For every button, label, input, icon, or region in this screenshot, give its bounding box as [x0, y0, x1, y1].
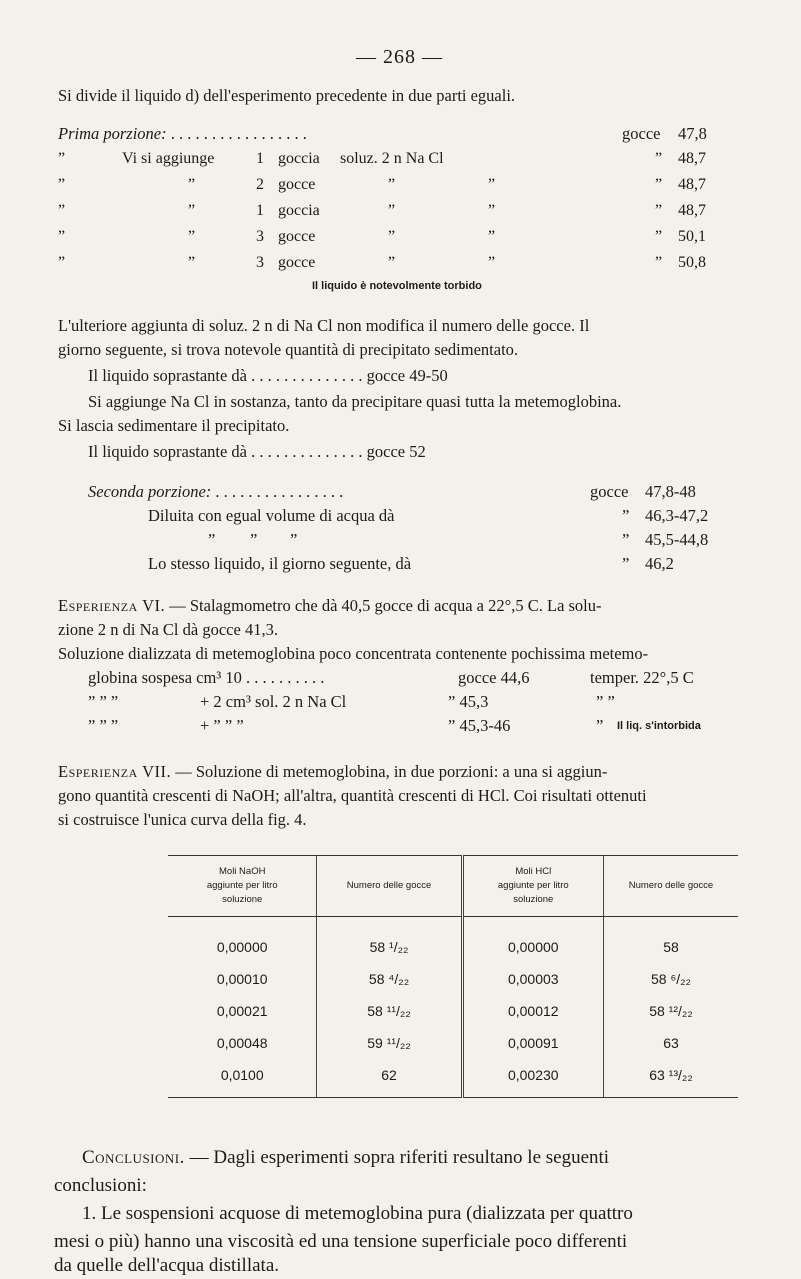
ditto-mark: ” — [388, 176, 396, 193]
prima-row-unit: gocce — [278, 254, 316, 271]
esp6-text1: — Stalagmometro che dà 40,5 gocce di acqua a 22°,5 C. La solu- — [169, 596, 602, 615]
ditto-mark: ” — [488, 202, 496, 219]
ditto-mark: ” — [655, 176, 663, 193]
prima-row-count: 2 — [256, 176, 264, 193]
data-table — [168, 855, 738, 1098]
prima-row-value: 48,7 — [678, 150, 706, 167]
prima-row-text: Vi si aggiunge — [122, 150, 215, 167]
conclusioni-line2: conclusioni: — [54, 1175, 147, 1196]
table-cell: 58 — [603, 917, 738, 964]
ditto-mark: ” — [655, 202, 663, 219]
esp6-row1-a: globina sospesa cm³ 10 . . . . . . . . . . — [88, 668, 325, 687]
ditto-mark: ” — [58, 254, 66, 271]
header-moli-naoh — [168, 856, 317, 917]
seconda-line3: Lo stesso liquido, il giorno seguente, dà — [148, 554, 412, 573]
seconda-v1: 46,3-47,2 — [645, 506, 709, 525]
seconda-porzione-dots: . . . . . . . . . . . . . . . . — [211, 482, 344, 501]
ditto-mark: ” — [58, 228, 66, 245]
ditto-mark: ” — [188, 254, 196, 271]
table-cell: 0,00012 — [462, 995, 603, 1027]
table-cell: 0,00091 — [462, 1027, 603, 1059]
table-cell: 0,00048 — [216, 1035, 268, 1051]
header-numero-gocce-1 — [317, 856, 462, 917]
table-cell: 0,00003 — [462, 963, 603, 995]
table-cell: 63 — [603, 1027, 738, 1059]
esp6-row1-g: gocce 44,6 — [458, 668, 530, 687]
prima-row-unit: gocce — [278, 228, 316, 245]
ditto-mark: ” — [488, 176, 496, 193]
prima-row-value: 48,7 — [678, 202, 706, 219]
seconda-v2: 45,5-44,8 — [645, 530, 709, 549]
table-cell: 0,00230 — [462, 1059, 603, 1098]
table-row — [168, 1027, 738, 1059]
table-cell: 63 ¹³/₂₂ — [603, 1059, 738, 1098]
esp6-row3-a: ” ” ” — [88, 716, 119, 735]
ditto-mark: ” — [188, 202, 196, 219]
ditto-mark: ” — [58, 176, 66, 193]
ditto-mark: ” — [58, 150, 66, 167]
prima-porzione-heading — [58, 124, 307, 144]
esp6-row3-t: ” — [596, 716, 604, 735]
esp6-row2-b: + 2 cm³ sol. 2 n Na Cl — [200, 692, 347, 711]
page-number: — 268 — — [356, 46, 443, 68]
prima-row-solution: soluz. 2 n Na Cl — [340, 150, 444, 167]
prima-row-3 — [0, 202, 801, 224]
esp6-row3-g: ” 45,3-46 — [448, 716, 511, 735]
seconda-porzione-label: Seconda porzione: — [88, 482, 212, 501]
esp7-line3: si costruisce l'unica curva della fig. 4. — [58, 810, 307, 829]
prima-row-5 — [0, 254, 801, 276]
esp6-line1 — [58, 596, 602, 616]
prima-row-unit: goccia — [278, 202, 320, 219]
prima-row-count: 1 — [256, 202, 264, 219]
table-header-row — [168, 856, 738, 917]
ditto-mark: ” — [655, 150, 663, 167]
esp6-line2: zione 2 n di Na Cl dà gocce 41,3. — [58, 620, 278, 639]
table-cell: 58 ⁴/₂₂ — [317, 963, 462, 995]
ditto-mark: ” — [622, 554, 630, 573]
header-text: aggiunte per litro — [206, 880, 278, 891]
table-cell: 0,00010 — [216, 971, 268, 987]
table-cell: 58 ⁶/₂₂ — [603, 963, 738, 995]
prima-row-unit: gocce — [278, 176, 316, 193]
esp6-row2-a: ” ” ” — [88, 692, 119, 711]
seconda-v0: 47,8-48 — [645, 482, 696, 501]
table-row — [168, 995, 738, 1027]
esp6-row1-t: temper. 22°,5 C — [590, 668, 694, 687]
seconda-porzione-heading — [88, 482, 343, 502]
table-cell: 58 ¹/₂₂ — [317, 917, 462, 964]
header-moli-hcl — [462, 856, 603, 917]
header-text: Moli NaOH — [219, 866, 266, 877]
seconda-v3: 46,2 — [645, 554, 674, 573]
ditto-mark: ” — [388, 228, 396, 245]
esp6-row2-g: ” 45,3 — [448, 692, 489, 711]
header-text: soluzione — [222, 894, 263, 905]
prima-porzione-dots: . . . . . . . . . . . . . . . . . — [166, 124, 307, 143]
ditto-mark: ” — [622, 506, 630, 525]
seconda-g0: gocce — [590, 482, 629, 501]
conclusioni-line1 — [82, 1144, 609, 1171]
table-cell: 58 ¹¹/₂₂ — [317, 995, 462, 1027]
conclusioni-line3: 1. Le sospensioni acquose di metemoglobina pura (dializzata per quattro — [82, 1203, 633, 1224]
table-row — [168, 963, 738, 995]
header-text: soluzione — [513, 894, 554, 905]
ditto-mark: ” — [488, 228, 496, 245]
prima-row-1 — [0, 150, 801, 172]
prima-row-value: 50,8 — [678, 254, 706, 271]
table-cell: 0,00000 — [462, 917, 603, 964]
conclusioni-title: Conclusioni. — [82, 1147, 185, 1168]
esp7-line2: gono quantità crescenti di NaOH; all'altra, quantità crescenti di HCl. Coi risultati ottenuti — [58, 786, 647, 805]
ditto-mark: ” — [488, 254, 496, 271]
table-cell: 0,00000 — [216, 939, 268, 955]
prima-row-2 — [0, 176, 801, 198]
conclusioni-text1: — Dagli esperimenti sopra riferiti resultano le seguenti — [189, 1147, 610, 1168]
para1-line2: giorno seguente, si trova notevole quantità di precipitato sedimentato. — [58, 340, 519, 359]
ditto-mark: ” — [655, 228, 663, 245]
conclusioni-line5: da quelle dell'acqua distillata. — [54, 1255, 280, 1276]
esp7-line1 — [58, 762, 607, 782]
intro-line: Si divide il liquido d) dell'esperimento precedente in due parti eguali. — [58, 86, 516, 105]
para1-line1: L'ulteriore aggiunta di soluz. 2 n di Na Cl non modifica il numero delle gocce. Il — [58, 316, 590, 335]
para2-line1: Si aggiunge Na Cl in sostanza, tanto da precipitare quasi tutta la metemoglobina. — [88, 392, 622, 411]
header-text: Numero delle gocce — [628, 880, 714, 891]
para2-line2: Si lascia sedimentare il precipitato. — [58, 416, 290, 435]
ditto-mark: ” — [622, 530, 630, 549]
esp6-row3-note: Il liq. s'intorbida — [617, 720, 701, 732]
prima-row-value: 48,7 — [678, 176, 706, 193]
ditto-mark: ” — [290, 530, 298, 549]
prima-porzione-label: Prima porzione: — [58, 124, 167, 143]
ditto-mark: ” — [388, 254, 396, 271]
liquido2-line: Il liquido soprastante dà . . . . . . . . . . . . . . gocce 52 — [88, 442, 426, 461]
table-cell: 0,0100 — [168, 1059, 317, 1098]
conclusioni-line4: mesi o più) hanno una viscosità ed una tensione superficiale poco differenti — [54, 1231, 628, 1252]
esp7-title: Esperienza VII. — [58, 762, 172, 781]
esp6-row2-t: ” ” — [596, 692, 615, 711]
ditto-mark: ” — [188, 176, 196, 193]
table-row — [168, 917, 738, 964]
prima-row-count: 3 — [256, 228, 264, 245]
prima-row-value: 50,1 — [678, 228, 706, 245]
liquido1-line: Il liquido soprastante dà . . . . . . . . . . . . . . gocce 49-50 — [88, 366, 448, 385]
table-row — [168, 1059, 738, 1098]
table-cell: 58 ¹²/₂₂ — [603, 995, 738, 1027]
prima-row-count: 3 — [256, 254, 264, 271]
ditto-mark: ” — [655, 254, 663, 271]
esp7-text1: — Soluzione di metemoglobina, in due porzioni: a una si aggiun- — [175, 762, 608, 781]
seconda-line1: Diluita con egual volume di acqua dà — [148, 506, 395, 525]
header-text: Numero delle gocce — [346, 880, 432, 891]
prima-row-4 — [0, 228, 801, 250]
prima-r0-g: gocce — [622, 124, 661, 143]
prima-r0-v: 47,8 — [678, 124, 707, 143]
ditto-mark: ” — [188, 228, 196, 245]
esp6-row3-b: + ” ” ” — [200, 716, 244, 735]
ditto-mark: ” — [250, 530, 258, 549]
header-text: Moli HCl — [515, 866, 552, 877]
header-numero-gocce-2 — [603, 856, 738, 917]
table-cell: 59 ¹¹/₂₂ — [317, 1027, 462, 1059]
ditto-mark: ” — [208, 530, 216, 549]
table-cell: 62 — [317, 1059, 462, 1098]
prima-row-unit: goccia — [278, 150, 320, 167]
ditto-mark: ” — [388, 202, 396, 219]
prima-note: Il liquido è notevolmente torbido — [312, 280, 482, 292]
esp6-title: Esperienza VI. — [58, 596, 166, 615]
ditto-mark: ” — [58, 202, 66, 219]
prima-row-count: 1 — [256, 150, 264, 167]
header-text: aggiunte per litro — [497, 880, 569, 891]
esp6-line3: Soluzione dializzata di metemoglobina poco concentrata contenente pochissima metemo- — [58, 644, 649, 663]
table-cell: 0,00021 — [216, 1003, 268, 1019]
